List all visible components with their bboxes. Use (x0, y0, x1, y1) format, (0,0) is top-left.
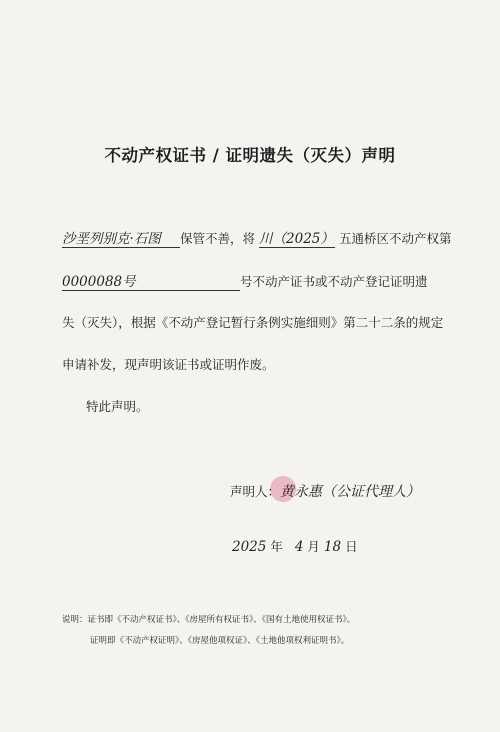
date-month: 4 (294, 539, 304, 555)
closing-statement: 特此声明。 (86, 399, 149, 414)
cert-prefix-handwritten: 川（2025） (259, 231, 334, 247)
paragraph-line-1 (62, 229, 452, 248)
signature-line (230, 481, 420, 501)
signature-handwritten: 黄永惠（公证代理人） (280, 484, 421, 500)
cert-number-handwritten: 0000088号 (62, 275, 240, 291)
date-line (232, 537, 358, 555)
note-line-1: 说明：证书即《不动产权证书》、《房屋所有权证书》、《国有土地使用权证书》。 (62, 615, 356, 625)
date-day: 18 (323, 539, 342, 555)
date-year-unit: 年 (270, 539, 283, 554)
paragraph-line-2 (62, 272, 428, 291)
date-day-unit: 日 (345, 539, 358, 554)
date-month-unit: 月 (307, 539, 320, 554)
paragraph-line-3: 失（灭失），根据《不动产登记暂行条例实施细则》第二十二条的规定 (62, 315, 444, 330)
paragraph-line-4: 申请补发，现声明该证书或证明作废。 (62, 357, 275, 372)
signature-label: 声明人： (230, 484, 281, 499)
owner-name-handwritten: 沙垩列别克·石图 (62, 232, 180, 248)
line1-text: 保管不善，将 (180, 231, 256, 246)
note-line-2: 证明即《不动产权证明》、《房屋他项权证》、《土地他项权利证明书》。 (90, 636, 350, 646)
line1-suffix: 五通桥区不动产权第 (339, 231, 452, 246)
line2-text: 号不动产证书或不动产登记证明遗 (240, 274, 428, 289)
document-title: 不动产权证书 / 证明遗失（灭失）声明 (104, 146, 396, 165)
date-year: 2025 (232, 539, 267, 555)
